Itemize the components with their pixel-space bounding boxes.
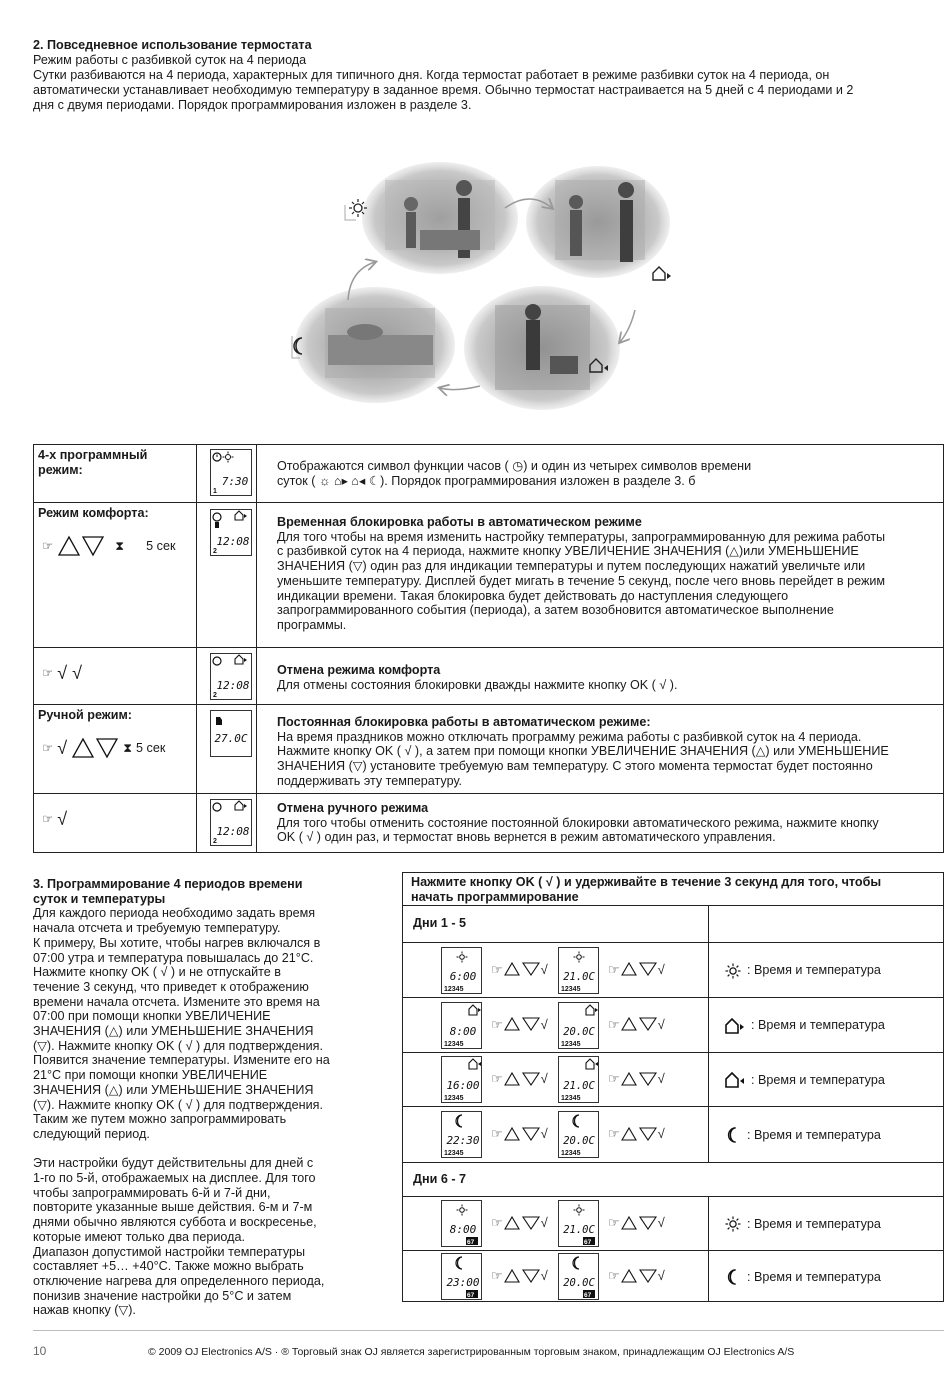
section-3-line: Диапазон допустимой настройки температуры — [33, 1244, 306, 1259]
lcd-time: 7:30 — [221, 475, 249, 488]
section-3-line: (▽). Нажмите кнопку OK ( √ ) для подтверждения. — [33, 1038, 323, 1053]
section-3-line: Для каждого периода необходимо задать время — [33, 906, 316, 921]
mode-label: 4-х программный режим: — [38, 448, 148, 477]
period-legend — [725, 1072, 885, 1088]
lcd-days: 12345 — [561, 1150, 581, 1157]
group-header — [403, 906, 943, 943]
up-down-keys-icon — [504, 1072, 540, 1086]
page-footer — [33, 1330, 944, 1358]
up-down-keys-icon — [504, 1269, 540, 1283]
program-row — [403, 1107, 943, 1163]
lcd-display — [558, 1111, 599, 1158]
table-row — [34, 648, 943, 705]
up-down-keys-icon — [504, 1216, 540, 1230]
key-sequence — [491, 1017, 548, 1032]
hourglass-icon: ⧗ — [115, 538, 125, 553]
finger-press-icon: ☞ — [608, 1126, 620, 1141]
section-3-line: Таким же путем можно запрограммировать — [33, 1112, 287, 1127]
ok-key-icon: √ — [657, 1268, 665, 1283]
up-down-keys-icon — [504, 1127, 540, 1141]
section-3-line — [33, 1142, 351, 1157]
lcd-time: 12:08 — [216, 825, 250, 838]
up-down-keys-icon — [57, 535, 105, 557]
daily-cycle-illustration — [280, 160, 700, 422]
return-scene — [464, 286, 620, 410]
section-3-line: ЗНАЧЕНИЯ (△) или УМЕНЬШЕНИЕ ЗНАЧЕНИЯ — [33, 1082, 314, 1097]
legend-text: : Время и температура — [747, 963, 881, 977]
finger-press-icon: ☞ — [491, 1126, 503, 1141]
section-3-line: (▽). Нажмите кнопку OK ( √ ) для подтверждения. — [33, 1097, 323, 1112]
lcd-display — [210, 653, 252, 700]
ok-key-icon: √ — [540, 1268, 548, 1283]
up-down-keys-icon — [621, 1072, 657, 1086]
program-row — [403, 1251, 943, 1303]
lcd-display — [210, 799, 252, 846]
ok-key-icon: √ — [657, 1016, 665, 1032]
lcd-display — [210, 449, 252, 496]
section-subheading: Режим работы с разбивкой суток на 4 периода — [33, 53, 307, 67]
section-3-line: 07:00 при помощи кнопки УВЕЛИЧЕНИЕ — [33, 1009, 271, 1024]
group-header — [403, 1163, 943, 1197]
section-heading: 2. Повседневное использование термостата — [33, 38, 312, 52]
lcd-display — [558, 1056, 599, 1103]
lcd-days: 12345 — [561, 1095, 581, 1102]
lcd-day: 2 — [213, 548, 217, 555]
home-leave-icon — [653, 267, 671, 280]
legend-text: : Время и температура — [747, 1216, 881, 1231]
lcd-time: 6:00 — [449, 969, 477, 983]
mode-description: Отмена режима комфорта Для отмены состояния блокировки дважды нажмите кнопку OK ( √ ). — [277, 663, 678, 692]
lcd-days: 67 — [467, 1239, 475, 1246]
finger-press-icon: ☞ — [608, 1016, 620, 1032]
period-legend — [725, 1269, 881, 1285]
duration-label: 5 сек — [146, 538, 176, 553]
ok-key-icon: √ — [657, 1215, 665, 1230]
up-down-keys-icon — [621, 962, 657, 976]
key-sequence — [42, 737, 165, 759]
section-3-line: нажав кнопку (▽). — [33, 1303, 136, 1318]
copyright: © 2009 OJ Electronics A/S · ® Торговый знак OJ является зарегистрированным торговым знаком, принадлежащим OJ Electronics A/S — [148, 1346, 795, 1358]
key-sequence — [491, 1268, 548, 1283]
table-row — [34, 445, 943, 503]
key-sequence — [42, 535, 175, 557]
section-3-line: понизив значение настройки до 5°C и затем — [33, 1288, 292, 1303]
lcd-display — [558, 947, 599, 994]
program-row — [403, 998, 943, 1053]
finger-press-icon: ☞ — [608, 1215, 620, 1230]
section-3-line: следующий период. — [33, 1126, 150, 1141]
intro-line: автоматически устанавливает необходимую температуру в заданное время. Обычно термостат настраивается на 5 дней с 4 периодами и 2 — [33, 83, 854, 97]
section-3-line: днями обычно являются суббота и воскресенье, — [33, 1215, 317, 1230]
finger-press-icon: ☞ — [491, 1071, 503, 1086]
lcd-display — [441, 1253, 482, 1300]
lcd-time: 12:08 — [216, 535, 250, 548]
section-3-line: составляет +5… +40°C. Также можно выбрать — [33, 1259, 304, 1274]
key-sequence — [608, 1268, 665, 1283]
mode-description: Отображаются символ функции часов ( ◷) и один из четырех символов времени суток ( ☼ ⌂▸ ⌂◂ ☾). Порядок программирования изложен в разделе 3. б — [277, 459, 752, 488]
sun-icon — [725, 963, 741, 979]
section-3-text — [33, 877, 351, 1318]
section-3-line: Появится значение температуры. Измените его на — [33, 1053, 330, 1068]
key-sequence — [608, 1017, 665, 1032]
key-sequence — [491, 1071, 548, 1086]
lcd-temperature: 20.0C — [563, 1025, 595, 1038]
legend-text: : Время и температура — [751, 1072, 885, 1087]
key-sequence — [42, 663, 83, 683]
up-down-keys-icon — [621, 1017, 657, 1031]
key-sequence — [608, 1215, 665, 1230]
key-sequence — [491, 962, 548, 977]
up-down-keys-icon — [504, 962, 540, 976]
home-return-icon — [725, 1072, 745, 1088]
ok-key-icon: √ — [657, 961, 665, 977]
ok-key-icon: √ — [540, 1016, 548, 1032]
finger-press-icon: ☞ — [42, 666, 54, 680]
section-3-line: ЗНАЧЕНИЯ (△) или УМЕНЬШЕНИЕ ЗНАЧЕНИЯ — [33, 1024, 314, 1039]
duration-label: 5 сек — [136, 740, 166, 755]
period-legend — [725, 963, 881, 979]
lcd-day: 2 — [213, 838, 217, 845]
program-row — [403, 1053, 943, 1107]
key-sequence — [491, 1215, 548, 1230]
lcd-temperature: 20.0C — [563, 1277, 595, 1289]
ok-key-icon: √ √ — [57, 663, 83, 683]
section-3-line: 07:00 утра и температура повышалась до 21°C. — [33, 950, 314, 965]
lcd-display — [441, 1002, 482, 1049]
section-3-line: отключение нагрева для определенного периода, — [33, 1273, 325, 1288]
lcd-time: 16:00 — [446, 1079, 480, 1092]
finger-press-icon: ☞ — [42, 740, 54, 755]
finger-press-icon: ☞ — [491, 1016, 503, 1032]
lcd-display — [210, 509, 252, 556]
finger-press-icon: ☞ — [608, 961, 620, 977]
group-label: Дни 1 - 5 — [413, 916, 467, 930]
mode-description: Временная блокировка работы в автоматическом режиме Для того чтобы на время изменить настройку температуры, запрограммированную для режима работы с разбивкой суток на 4 периода, нажмите кнопку УВЕЛИЧЕНИЕ ЗНАЧЕНИЯ (△)или УМЕНЬШЕНИЕ ЗНАЧЕНИЯ (▽) один раз для индикации температуры и путем последующих нажатий увеличьте или уменьшите температуру. Дисплей будет мигать в течение 5 секунд, после чего вновь перейдет в режим индикации времени. Такая блокировка будет действовать до наступления следующего запрограммированного события (периода), а затем возобновится автоматическое выполнение программы. — [277, 515, 886, 632]
intro-line: дня с двумя периодами. Порядок программирования изложен в разделе 3. — [33, 98, 472, 112]
moon-icon — [725, 1269, 741, 1285]
section-3-line: которые имеют только два периода. — [33, 1229, 245, 1244]
period-legend — [725, 1018, 885, 1034]
ok-key-icon: √ — [540, 1071, 548, 1086]
lcd-display — [210, 710, 252, 757]
key-sequence — [608, 1071, 665, 1086]
up-down-keys-icon — [504, 1017, 540, 1031]
page-number: 10 — [33, 1344, 47, 1358]
lcd-time: 8:00 — [449, 1223, 477, 1236]
lcd-display — [558, 1200, 599, 1247]
moon-icon — [725, 1127, 741, 1143]
section-3-body — [33, 906, 351, 1318]
lcd-time: 23:00 — [446, 1276, 480, 1289]
lcd-temperature: 27.0C — [214, 732, 248, 745]
lcd-days: 67 — [467, 1292, 475, 1299]
mode-description: Отмена ручного режима Для того чтобы отменить состояние постоянной блокировки автоматического режима, нажмите кнопку OK ( √ ) один раз, и термостат вновь вернется в режим автоматического управления. — [277, 801, 879, 845]
lcd-display — [441, 1200, 482, 1247]
section-3-line: Нажмите кнопку OK ( √ ) и не отпускайте в — [33, 965, 281, 980]
home-leave-icon — [725, 1018, 745, 1034]
table-header: Нажмите кнопку OK ( √ ) и удерживайте в течение 3 секунд для того, чтобы начать программирование — [403, 873, 943, 906]
modes-table — [33, 444, 944, 853]
table-row — [34, 503, 943, 648]
section-3-line: 21°C при помощи кнопки УВЕЛИЧЕНИЕ — [33, 1068, 268, 1083]
intro-section — [33, 38, 913, 113]
program-row — [403, 1197, 943, 1251]
section-3-line: К примеру, Вы хотите, чтобы нагрев включался в — [33, 935, 321, 950]
morning-scene — [362, 162, 518, 274]
key-sequence — [42, 809, 68, 829]
lcd-days: 12345 — [561, 985, 581, 993]
mode-description: Постоянная блокировка работы в автоматическом режиме: На время праздников можно отключать программу режима работы с разбивкой суток на 4 периода. Нажмите кнопку OK ( √ ), а затем при помощи кнопки УВЕЛИЧЕНИЕ ЗНАЧЕНИЯ (△) или УМЕНЬШЕНИЕ ЗНАЧЕНИЯ (▽) установите требуемую вам температуру. С этого момента термостат будет постоянно поддерживать эту температуру. — [277, 715, 889, 788]
finger-press-icon: ☞ — [608, 1071, 620, 1086]
finger-press-icon: ☞ — [42, 812, 54, 826]
period-legend — [725, 1216, 881, 1232]
finger-press-icon: ☞ — [608, 1268, 620, 1283]
lcd-days: 67 — [584, 1292, 592, 1299]
ok-key-icon: √ — [540, 961, 548, 977]
section-3-line: 1-го по 5-й, отображаемых на дисплее. Для того — [33, 1171, 316, 1186]
lcd-days: 12345 — [444, 1095, 464, 1102]
finger-press-icon: ☞ — [491, 1268, 503, 1283]
section-3-line: Эти настройки будут действительны для дней с — [33, 1156, 314, 1171]
hourglass-icon: ⧗ — [123, 740, 133, 755]
lcd-day: 2 — [213, 692, 217, 699]
key-sequence — [608, 962, 665, 977]
leaving-scene — [526, 166, 670, 278]
lcd-temperature: 21.0C — [563, 970, 595, 983]
lcd-days: 12345 — [444, 1040, 464, 1048]
section-heading: суток и температуры — [33, 891, 166, 906]
up-down-keys-icon — [621, 1216, 657, 1230]
lcd-days: 12345 — [561, 1040, 581, 1048]
period-legend — [725, 1127, 881, 1143]
finger-press-icon: ☞ — [42, 538, 54, 553]
ok-key-icon: √ — [57, 737, 68, 758]
lcd-day: 1 — [213, 488, 217, 495]
lcd-time: 12:08 — [216, 679, 250, 692]
lcd-days: 67 — [584, 1239, 592, 1246]
key-sequence — [491, 1126, 548, 1141]
lcd-display — [441, 1056, 482, 1103]
ok-key-icon: √ — [657, 1071, 665, 1086]
lcd-days: 12345 — [444, 985, 464, 993]
mode-label: Режим комфорта: — [38, 506, 149, 520]
section-3-line: течение 3 секунд, что приведет к отображению — [33, 979, 309, 994]
lcd-days: 12345 — [444, 1150, 464, 1157]
legend-text: : Время и температура — [747, 1127, 881, 1142]
finger-press-icon: ☞ — [491, 1215, 503, 1230]
legend-text: : Время и температура — [751, 1018, 885, 1032]
intro-line: Сутки разбиваются на 4 периода, характерных для типичного дня. Когда термостат работает в режиме разбивки суток на 4 периода, он — [33, 68, 830, 82]
sun-icon — [725, 1216, 741, 1232]
finger-press-icon: ☞ — [491, 961, 503, 977]
group-label: Дни 6 - 7 — [413, 1172, 467, 1186]
section-3-line: повторите указанные выше действия. 6-м и 7-м — [33, 1200, 313, 1215]
program-row — [403, 943, 943, 998]
ok-key-icon: √ — [657, 1126, 665, 1141]
lcd-display — [441, 1111, 482, 1158]
lcd-time: 8:00 — [449, 1024, 477, 1038]
night-scene — [295, 287, 455, 403]
table-row — [34, 705, 943, 794]
lcd-display — [558, 1002, 599, 1049]
lcd-display — [558, 1253, 599, 1300]
lcd-temperature: 20.0C — [563, 1135, 595, 1147]
key-sequence — [608, 1126, 665, 1141]
legend-text: : Время и температура — [747, 1269, 881, 1284]
table-row — [34, 794, 943, 852]
up-down-keys-icon — [71, 737, 119, 759]
up-down-keys-icon — [621, 1269, 657, 1283]
section-3-line: чтобы запрограммировать 6-й и 7-й дни, — [33, 1185, 271, 1200]
programming-table — [402, 872, 944, 1302]
mode-label: Ручной режим: — [38, 708, 132, 722]
section-3-line: времени начала отсчета. Измените это время на — [33, 994, 320, 1009]
section-3-line: начала отсчета и требуемую температуру. — [33, 921, 281, 936]
lcd-temperature: 21.0C — [563, 1224, 595, 1236]
ok-key-icon: √ — [540, 1215, 548, 1230]
ok-key-icon: √ — [540, 1126, 548, 1141]
up-down-keys-icon — [621, 1127, 657, 1141]
lcd-display — [441, 947, 482, 994]
lcd-temperature: 21.0C — [563, 1080, 595, 1092]
lcd-time: 22:30 — [446, 1134, 480, 1147]
section-heading: 3. Программирование 4 периодов времени — [33, 877, 303, 891]
ok-key-icon: √ — [57, 809, 68, 829]
